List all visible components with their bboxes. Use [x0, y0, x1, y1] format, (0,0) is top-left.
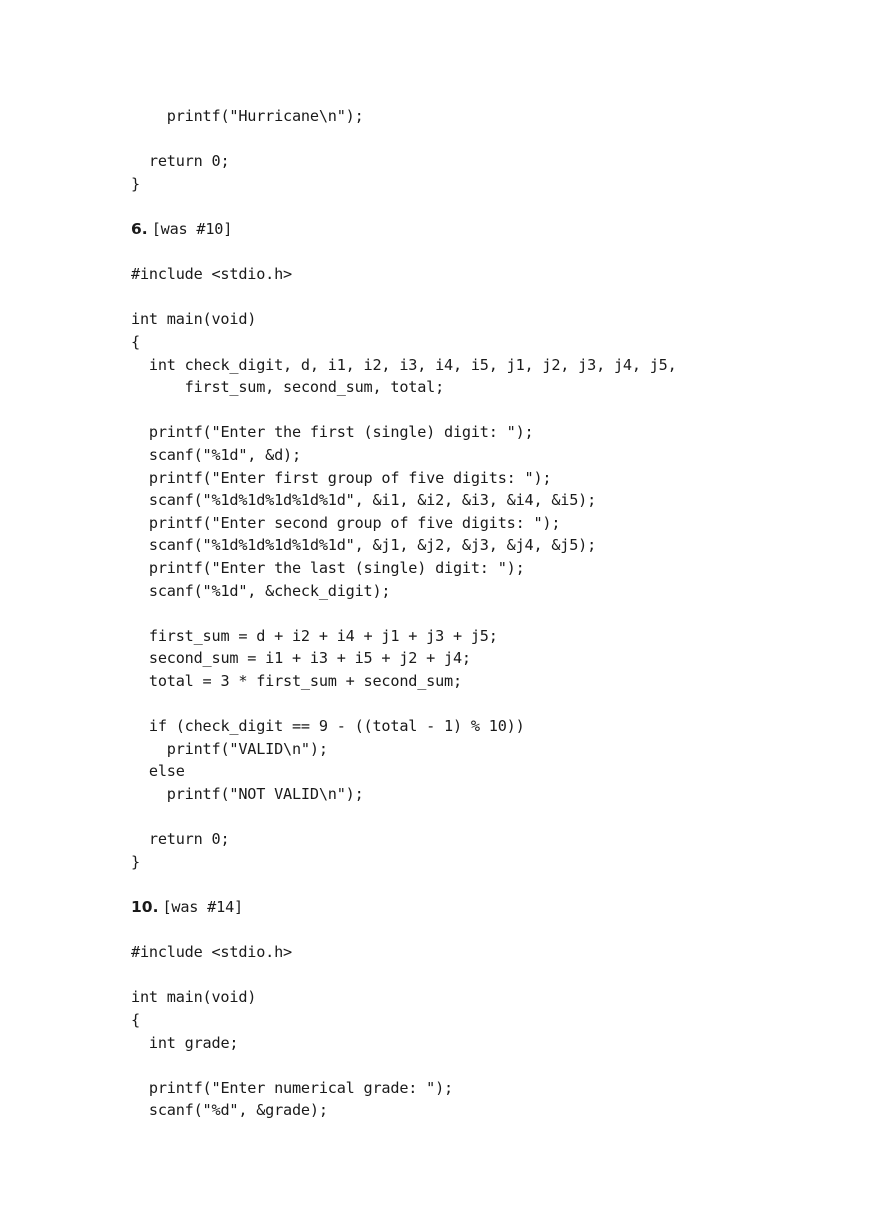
code-text: scanf("%1d%1d%1d%1d%1d", &j1, &j2, &j3, &j4, &j5);	[148, 536, 597, 554]
code-indent	[131, 1079, 149, 1097]
code-text: printf("Hurricane\n");	[166, 107, 364, 125]
code-indent	[131, 830, 149, 848]
section-was-note: [was #10]	[151, 220, 233, 238]
section-number: 6.	[131, 220, 148, 238]
code-indent	[131, 356, 149, 374]
code-text: printf("VALID\n");	[166, 740, 328, 758]
code-line	[131, 445, 301, 465]
code-text: scanf("%1d%1d%1d%1d%1d", &i1, &i2, &i3, &i4, &i5);	[148, 491, 597, 509]
code-indent	[131, 446, 149, 464]
code-indent	[131, 559, 149, 577]
code-text: printf("Enter the first (single) digit: ");	[148, 423, 534, 441]
code-text: first_sum, second_sum, total;	[184, 378, 445, 396]
section-was-note: [was #14]	[162, 898, 243, 916]
code-line	[131, 468, 551, 488]
code-text: return 0;	[148, 830, 230, 848]
code-line	[131, 490, 596, 510]
code-line	[131, 309, 256, 329]
code-line	[131, 355, 677, 375]
code-text: {	[131, 1011, 140, 1029]
code-line	[131, 829, 229, 849]
code-line	[131, 535, 596, 555]
code-indent	[131, 649, 149, 667]
code-line	[131, 671, 462, 691]
code-line	[131, 648, 471, 668]
section-number: 10.	[131, 898, 159, 916]
code-text: printf("Enter numerical grade: ");	[148, 1079, 453, 1097]
code-indent	[131, 740, 167, 758]
code-line	[131, 1033, 238, 1053]
code-text: scanf("%d", &grade);	[148, 1101, 328, 1119]
code-indent	[131, 1034, 149, 1052]
code-indent	[131, 762, 149, 780]
code-line	[131, 761, 185, 781]
code-indent	[131, 785, 167, 803]
code-text: int main(void)	[131, 310, 257, 328]
code-text: second_sum = i1 + i3 + i5 + j2 + j4;	[148, 649, 471, 667]
code-line	[131, 377, 444, 397]
code-indent	[131, 514, 149, 532]
code-indent	[131, 627, 149, 645]
code-indent	[131, 672, 149, 690]
code-text: int check_digit, d, i1, i2, i3, i4, i5, j1, j2, j3, j4, j5,	[148, 356, 677, 374]
code-text: int main(void)	[131, 988, 257, 1006]
code-text: #include <stdio.h>	[131, 265, 292, 283]
code-line	[131, 1078, 453, 1098]
code-text: }	[131, 175, 140, 193]
code-line	[131, 716, 525, 736]
code-line	[131, 264, 292, 284]
code-text: total = 3 * first_sum + second_sum;	[148, 672, 462, 690]
code-text: printf("Enter second group of five digits: ");	[148, 514, 561, 532]
code-text: scanf("%1d", &check_digit);	[148, 582, 391, 600]
code-text: else	[148, 762, 185, 780]
code-indent	[131, 536, 149, 554]
code-line	[131, 852, 140, 872]
code-indent	[131, 152, 149, 170]
code-line	[131, 174, 140, 194]
code-text: {	[131, 333, 140, 351]
code-text: first_sum = d + i2 + i4 + j1 + j3 + j5;	[148, 627, 498, 645]
code-indent	[131, 107, 167, 125]
code-line	[131, 151, 229, 171]
code-line	[131, 942, 292, 962]
code-line	[131, 1010, 140, 1030]
code-text: if (check_digit == 9 - ((total - 1) % 10))	[148, 717, 525, 735]
code-indent	[131, 582, 149, 600]
code-text: return 0;	[148, 152, 230, 170]
code-line	[131, 987, 256, 1007]
code-line	[131, 581, 390, 601]
code-indent	[131, 491, 149, 509]
code-text: scanf("%1d", &d);	[148, 446, 301, 464]
code-text: }	[131, 853, 140, 871]
code-line	[131, 739, 328, 759]
code-text: int grade;	[148, 1034, 239, 1052]
code-text: printf("Enter first group of five digits: ");	[148, 469, 552, 487]
code-line	[131, 513, 560, 533]
code-line	[131, 1100, 328, 1120]
code-indent	[131, 378, 185, 396]
section-heading	[131, 219, 232, 239]
code-indent	[131, 423, 149, 441]
code-indent	[131, 717, 149, 735]
code-line	[131, 626, 498, 646]
code-line	[131, 558, 525, 578]
code-line	[131, 422, 533, 442]
code-text: #include <stdio.h>	[131, 943, 292, 961]
section-heading	[131, 897, 243, 917]
code-text: printf("NOT VALID\n");	[166, 785, 364, 803]
code-line	[131, 784, 364, 804]
code-indent	[131, 1101, 149, 1119]
code-indent	[131, 469, 149, 487]
code-text: printf("Enter the last (single) digit: ");	[148, 559, 525, 577]
code-line	[131, 106, 364, 126]
code-line	[131, 332, 140, 352]
